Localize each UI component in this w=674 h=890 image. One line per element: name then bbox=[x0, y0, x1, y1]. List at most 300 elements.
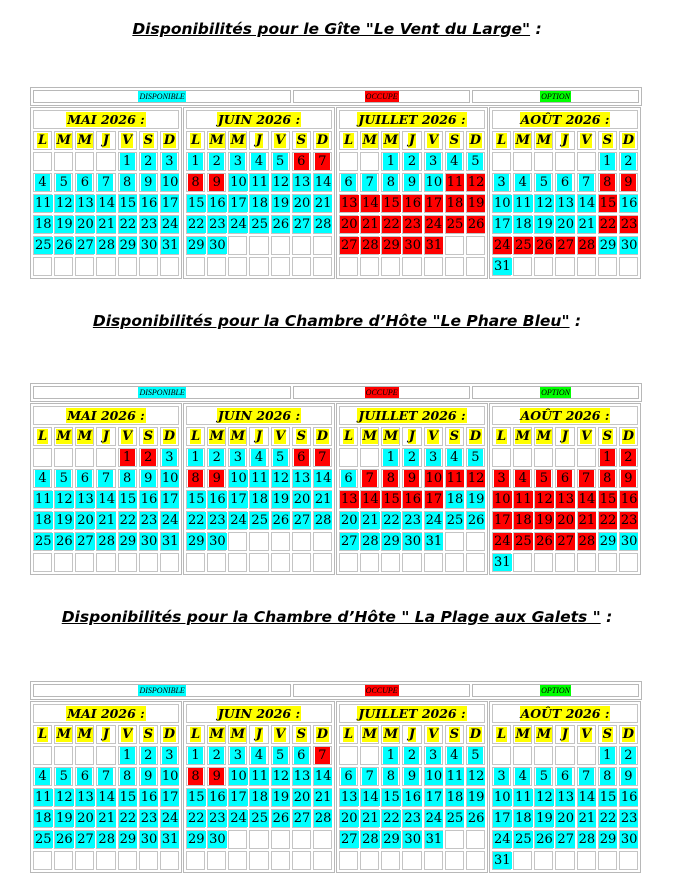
day-cell bbox=[577, 469, 596, 488]
day-available: 1 bbox=[600, 153, 615, 170]
legend-occupied-label: OCCUPE bbox=[365, 92, 398, 101]
day-cell bbox=[402, 448, 421, 467]
day-cell bbox=[445, 448, 464, 467]
weekday-header bbox=[360, 427, 379, 446]
day-cell bbox=[139, 469, 158, 488]
weekday-header bbox=[228, 427, 247, 446]
day-available: 8 bbox=[120, 174, 135, 191]
day-occupied: 11 bbox=[515, 492, 532, 507]
month-calendar bbox=[30, 107, 182, 279]
day-cell bbox=[513, 553, 532, 572]
day-available: 15 bbox=[119, 492, 137, 507]
day-cell bbox=[619, 215, 638, 234]
day-cell bbox=[33, 809, 52, 828]
day-cell bbox=[555, 490, 574, 509]
day-cell bbox=[33, 215, 52, 234]
day-occupied: 14 bbox=[578, 492, 596, 507]
day-cell bbox=[598, 830, 617, 849]
day-cell bbox=[445, 830, 464, 849]
day-cell bbox=[75, 809, 94, 828]
day-cell bbox=[75, 194, 94, 213]
weekday-header bbox=[555, 725, 574, 744]
day-available: 20 bbox=[77, 513, 94, 528]
day-available: 4 bbox=[251, 153, 266, 170]
day-cell bbox=[534, 553, 553, 572]
day-available: 8 bbox=[600, 768, 615, 785]
day-cell bbox=[424, 448, 443, 467]
month-title bbox=[492, 704, 638, 723]
day-cell bbox=[577, 532, 596, 551]
weekday-header bbox=[466, 725, 485, 744]
section-title-text: Disponibilités pour la Chambre d’Hôte "Le Phare Bleu" bbox=[92, 312, 570, 330]
day-cell bbox=[207, 788, 226, 807]
legend-occupied bbox=[293, 90, 470, 103]
legend-occupied-label: OCCUPE bbox=[365, 388, 398, 397]
day-cell bbox=[534, 746, 553, 765]
day-available: 25 bbox=[35, 832, 52, 847]
day-occupied: 17 bbox=[494, 513, 511, 528]
day-cell bbox=[96, 173, 115, 192]
weekday-label: D bbox=[163, 429, 176, 444]
day-available: 3 bbox=[426, 449, 441, 466]
day-available: 8 bbox=[383, 768, 398, 785]
day-available: 23 bbox=[620, 811, 638, 826]
day-cell bbox=[534, 152, 553, 171]
day-cell bbox=[271, 767, 290, 786]
day-cell bbox=[619, 511, 638, 530]
day-occupied: 30 bbox=[404, 238, 421, 253]
day-cell bbox=[424, 173, 443, 192]
day-cell bbox=[75, 746, 94, 765]
day-cell bbox=[249, 490, 268, 509]
weekday-header bbox=[313, 427, 332, 446]
day-cell bbox=[339, 788, 358, 807]
day-cell bbox=[466, 236, 485, 255]
weekday-header bbox=[619, 725, 638, 744]
weekday-header bbox=[160, 131, 179, 150]
day-cell bbox=[160, 215, 179, 234]
legend-occupied bbox=[293, 386, 470, 399]
weekday-label: M bbox=[383, 133, 399, 148]
day-cell bbox=[555, 194, 574, 213]
day-cell bbox=[555, 448, 574, 467]
day-available: 3 bbox=[162, 747, 177, 764]
day-cell bbox=[160, 511, 179, 530]
day-cell bbox=[381, 490, 400, 509]
day-available: 18 bbox=[515, 811, 532, 826]
day-cell bbox=[577, 830, 596, 849]
day-cell bbox=[75, 152, 94, 171]
day-occupied: 13 bbox=[341, 492, 358, 507]
day-available: 11 bbox=[515, 196, 532, 211]
day-available: 20 bbox=[557, 811, 574, 826]
day-cell bbox=[445, 767, 464, 786]
day-available: 26 bbox=[272, 811, 290, 826]
weekday-header bbox=[271, 725, 290, 744]
day-cell bbox=[381, 767, 400, 786]
day-cell bbox=[513, 173, 532, 192]
day-cell bbox=[292, 152, 311, 171]
day-available: 30 bbox=[404, 534, 421, 549]
day-available: 18 bbox=[35, 217, 52, 232]
day-available: 31 bbox=[425, 832, 443, 847]
day-cell bbox=[207, 767, 226, 786]
day-available: 11 bbox=[35, 492, 52, 507]
day-cell bbox=[492, 809, 511, 828]
day-available: 1 bbox=[383, 747, 398, 764]
weekday-header bbox=[75, 131, 94, 150]
day-available: 21 bbox=[98, 513, 115, 528]
day-cell bbox=[619, 746, 638, 765]
day-cell bbox=[160, 257, 179, 276]
weekday-label: L bbox=[497, 727, 507, 742]
day-cell bbox=[513, 830, 532, 849]
day-cell bbox=[598, 788, 617, 807]
day-cell bbox=[271, 511, 290, 530]
day-available: 29 bbox=[188, 832, 205, 847]
day-available: 10 bbox=[230, 769, 247, 784]
day-available: 17 bbox=[230, 492, 247, 507]
day-cell bbox=[249, 532, 268, 551]
day-occupied: 8 bbox=[383, 470, 398, 487]
weekday-label: M bbox=[362, 727, 377, 742]
day-cell bbox=[228, 469, 247, 488]
day-available: 27 bbox=[77, 238, 94, 253]
day-cell bbox=[118, 257, 137, 276]
day-cell bbox=[96, 511, 115, 530]
day-cell bbox=[207, 553, 226, 572]
weekday-label: M bbox=[515, 429, 530, 444]
day-available: 22 bbox=[119, 217, 137, 232]
day-available: 24 bbox=[161, 513, 179, 528]
day-cell bbox=[207, 490, 226, 509]
day-cell bbox=[271, 746, 290, 765]
month-label: JUILLET 2026 : bbox=[358, 112, 466, 127]
day-available: 29 bbox=[188, 238, 205, 253]
day-cell bbox=[381, 257, 400, 276]
day-available: 21 bbox=[314, 492, 332, 507]
day-cell bbox=[271, 173, 290, 192]
weekday-label: V bbox=[275, 133, 286, 148]
day-available: 13 bbox=[77, 790, 94, 805]
day-cell bbox=[360, 215, 379, 234]
day-cell bbox=[577, 194, 596, 213]
day-cell bbox=[513, 448, 532, 467]
day-cell bbox=[424, 152, 443, 171]
day-cell bbox=[424, 469, 443, 488]
day-cell bbox=[424, 257, 443, 276]
weekday-header bbox=[381, 131, 400, 150]
weekday-header bbox=[555, 131, 574, 150]
day-cell bbox=[292, 236, 311, 255]
month-label: AOÛT 2026 : bbox=[520, 408, 610, 423]
day-cell bbox=[492, 469, 511, 488]
month-title bbox=[339, 704, 485, 723]
day-cell bbox=[186, 553, 205, 572]
day-occupied: 29 bbox=[383, 238, 400, 253]
weekday-header bbox=[96, 131, 115, 150]
month-calendar bbox=[489, 107, 641, 279]
day-available: 7 bbox=[98, 470, 113, 487]
day-cell bbox=[96, 809, 115, 828]
day-available: 21 bbox=[98, 217, 115, 232]
weekday-label: D bbox=[316, 429, 329, 444]
day-cell bbox=[619, 830, 638, 849]
day-cell bbox=[54, 809, 73, 828]
day-available: 14 bbox=[578, 196, 596, 211]
day-cell bbox=[249, 788, 268, 807]
weekday-header bbox=[381, 427, 400, 446]
day-cell bbox=[160, 532, 179, 551]
day-occupied: 23 bbox=[620, 217, 638, 232]
day-cell bbox=[402, 173, 421, 192]
day-available: 3 bbox=[426, 153, 441, 170]
day-available: 14 bbox=[578, 790, 596, 805]
day-available: 13 bbox=[77, 492, 94, 507]
day-cell bbox=[118, 830, 137, 849]
day-occupied: 6 bbox=[294, 449, 309, 466]
day-available: 19 bbox=[56, 811, 73, 826]
month-title bbox=[186, 406, 332, 425]
day-available: 10 bbox=[161, 471, 179, 486]
day-cell bbox=[313, 809, 332, 828]
day-cell bbox=[360, 511, 379, 530]
day-available: 26 bbox=[272, 513, 290, 528]
day-occupied: 28 bbox=[578, 534, 596, 549]
weekday-header bbox=[186, 131, 205, 150]
day-cell bbox=[75, 236, 94, 255]
day-cell bbox=[96, 215, 115, 234]
day-available: 15 bbox=[383, 790, 400, 805]
day-occupied: 18 bbox=[515, 513, 532, 528]
weekday-label: S bbox=[449, 727, 459, 742]
day-cell bbox=[513, 746, 532, 765]
day-cell bbox=[160, 830, 179, 849]
weekday-label: V bbox=[428, 727, 439, 742]
day-available: 17 bbox=[425, 790, 443, 805]
day-cell bbox=[598, 173, 617, 192]
day-cell bbox=[207, 532, 226, 551]
day-cell bbox=[292, 511, 311, 530]
day-available: 5 bbox=[273, 449, 288, 466]
day-cell bbox=[54, 490, 73, 509]
day-cell bbox=[207, 469, 226, 488]
day-available: 23 bbox=[140, 217, 158, 232]
day-occupied: 28 bbox=[362, 238, 379, 253]
weekday-header bbox=[292, 427, 311, 446]
day-cell bbox=[228, 532, 247, 551]
day-cell bbox=[339, 490, 358, 509]
day-cell bbox=[555, 152, 574, 171]
weekday-label: D bbox=[316, 133, 329, 148]
day-cell bbox=[360, 257, 379, 276]
day-available: 8 bbox=[383, 174, 398, 191]
day-available: 4 bbox=[35, 470, 50, 487]
day-cell bbox=[492, 830, 511, 849]
day-available: 10 bbox=[494, 790, 511, 805]
day-available: 24 bbox=[230, 811, 247, 826]
day-available: 19 bbox=[536, 217, 553, 232]
day-available: 28 bbox=[314, 513, 332, 528]
day-available: 17 bbox=[494, 811, 511, 826]
month-label: JUILLET 2026 : bbox=[358, 408, 466, 423]
month-calendar bbox=[336, 403, 488, 575]
day-cell bbox=[249, 194, 268, 213]
day-available: 5 bbox=[56, 174, 71, 191]
month-calendar bbox=[336, 701, 488, 873]
day-cell bbox=[339, 257, 358, 276]
day-cell bbox=[160, 851, 179, 870]
day-cell bbox=[292, 257, 311, 276]
day-cell bbox=[402, 490, 421, 509]
day-cell bbox=[466, 448, 485, 467]
day-available: 29 bbox=[599, 238, 617, 253]
day-available: 19 bbox=[536, 811, 553, 826]
day-available: 21 bbox=[362, 513, 379, 528]
day-cell bbox=[54, 152, 73, 171]
weekday-header bbox=[118, 131, 137, 150]
weekday-header bbox=[228, 725, 247, 744]
day-available: 1 bbox=[120, 747, 135, 764]
day-occupied: 14 bbox=[362, 492, 379, 507]
day-cell bbox=[424, 746, 443, 765]
day-available: 15 bbox=[188, 790, 205, 805]
day-available: 17 bbox=[230, 196, 247, 211]
weekday-label: J bbox=[255, 133, 263, 148]
day-available: 12 bbox=[272, 769, 290, 784]
day-cell bbox=[186, 448, 205, 467]
day-occupied: 15 bbox=[599, 492, 617, 507]
day-cell bbox=[118, 767, 137, 786]
day-available: 21 bbox=[314, 196, 332, 211]
day-available: 23 bbox=[404, 811, 421, 826]
section-calendar-2 bbox=[30, 383, 642, 575]
weekday-label: S bbox=[143, 727, 153, 742]
weekday-header bbox=[118, 427, 137, 446]
weekday-label: V bbox=[581, 429, 592, 444]
weekday-label: D bbox=[469, 727, 482, 742]
day-cell bbox=[466, 173, 485, 192]
day-cell bbox=[598, 257, 617, 276]
day-cell bbox=[339, 469, 358, 488]
day-cell bbox=[271, 532, 290, 551]
month-label: MAI 2026 : bbox=[67, 706, 145, 721]
day-available: 2 bbox=[621, 153, 636, 170]
day-cell bbox=[445, 173, 464, 192]
day-cell bbox=[381, 532, 400, 551]
day-occupied: 4 bbox=[515, 470, 530, 487]
section-title-text: Disponibilités pour la Chambre d’Hôte " La Plage aux Galets " bbox=[61, 608, 601, 626]
day-cell bbox=[96, 236, 115, 255]
day-available: 15 bbox=[188, 196, 205, 211]
day-cell bbox=[271, 851, 290, 870]
day-cell bbox=[96, 788, 115, 807]
day-available: 26 bbox=[272, 217, 290, 232]
day-occupied: 15 bbox=[383, 492, 400, 507]
day-occupied: 23 bbox=[620, 513, 638, 528]
day-cell bbox=[577, 851, 596, 870]
day-available: 29 bbox=[119, 832, 137, 847]
day-available: 2 bbox=[209, 449, 224, 466]
day-cell bbox=[186, 236, 205, 255]
day-available: 11 bbox=[35, 196, 52, 211]
day-cell bbox=[381, 194, 400, 213]
weekday-header bbox=[577, 725, 596, 744]
day-available: 18 bbox=[35, 811, 52, 826]
day-cell bbox=[186, 152, 205, 171]
day-cell bbox=[313, 746, 332, 765]
legend-bar bbox=[30, 383, 642, 402]
day-cell bbox=[577, 152, 596, 171]
weekday-header bbox=[492, 131, 511, 150]
weekday-header bbox=[381, 725, 400, 744]
day-cell bbox=[139, 767, 158, 786]
day-cell bbox=[75, 788, 94, 807]
day-cell bbox=[360, 173, 379, 192]
day-occupied: 7 bbox=[362, 470, 377, 487]
day-cell bbox=[207, 448, 226, 467]
day-available: 6 bbox=[77, 470, 92, 487]
day-cell bbox=[228, 173, 247, 192]
day-available: 1 bbox=[383, 153, 398, 170]
day-available: 30 bbox=[620, 832, 638, 847]
day-available: 31 bbox=[161, 534, 179, 549]
weekday-label: D bbox=[622, 133, 635, 148]
day-cell bbox=[339, 152, 358, 171]
day-cell bbox=[402, 532, 421, 551]
day-cell bbox=[492, 152, 511, 171]
day-occupied: 28 bbox=[578, 238, 596, 253]
weekday-header bbox=[292, 131, 311, 150]
weekday-label: S bbox=[296, 727, 306, 742]
day-available: 5 bbox=[468, 449, 483, 466]
day-cell bbox=[75, 173, 94, 192]
day-cell bbox=[619, 173, 638, 192]
day-cell bbox=[207, 152, 226, 171]
day-occupied: 27 bbox=[341, 238, 358, 253]
day-cell bbox=[160, 746, 179, 765]
day-available: 20 bbox=[341, 811, 358, 826]
section-title-suffix: : bbox=[569, 312, 582, 330]
day-cell bbox=[381, 215, 400, 234]
weekday-label: L bbox=[497, 133, 507, 148]
day-available: 28 bbox=[98, 832, 115, 847]
day-available: 11 bbox=[251, 769, 268, 784]
day-cell bbox=[292, 532, 311, 551]
day-cell bbox=[424, 788, 443, 807]
weekday-header bbox=[360, 131, 379, 150]
day-cell bbox=[424, 532, 443, 551]
day-cell bbox=[339, 194, 358, 213]
section-title-text: Disponibilités pour le Gîte "Le Vent du Large" bbox=[132, 20, 531, 38]
day-cell bbox=[402, 236, 421, 255]
day-cell bbox=[577, 511, 596, 530]
day-available: 6 bbox=[557, 174, 572, 191]
day-available: 23 bbox=[140, 811, 158, 826]
day-cell bbox=[75, 257, 94, 276]
day-cell bbox=[228, 448, 247, 467]
day-cell bbox=[445, 152, 464, 171]
day-available: 22 bbox=[188, 217, 205, 232]
day-cell bbox=[228, 236, 247, 255]
day-available: 10 bbox=[494, 196, 511, 211]
day-available: 24 bbox=[161, 217, 179, 232]
day-occupied: 9 bbox=[404, 470, 419, 487]
day-available: 20 bbox=[77, 217, 94, 232]
day-cell bbox=[54, 194, 73, 213]
weekday-label: M bbox=[515, 727, 530, 742]
day-cell bbox=[555, 236, 574, 255]
